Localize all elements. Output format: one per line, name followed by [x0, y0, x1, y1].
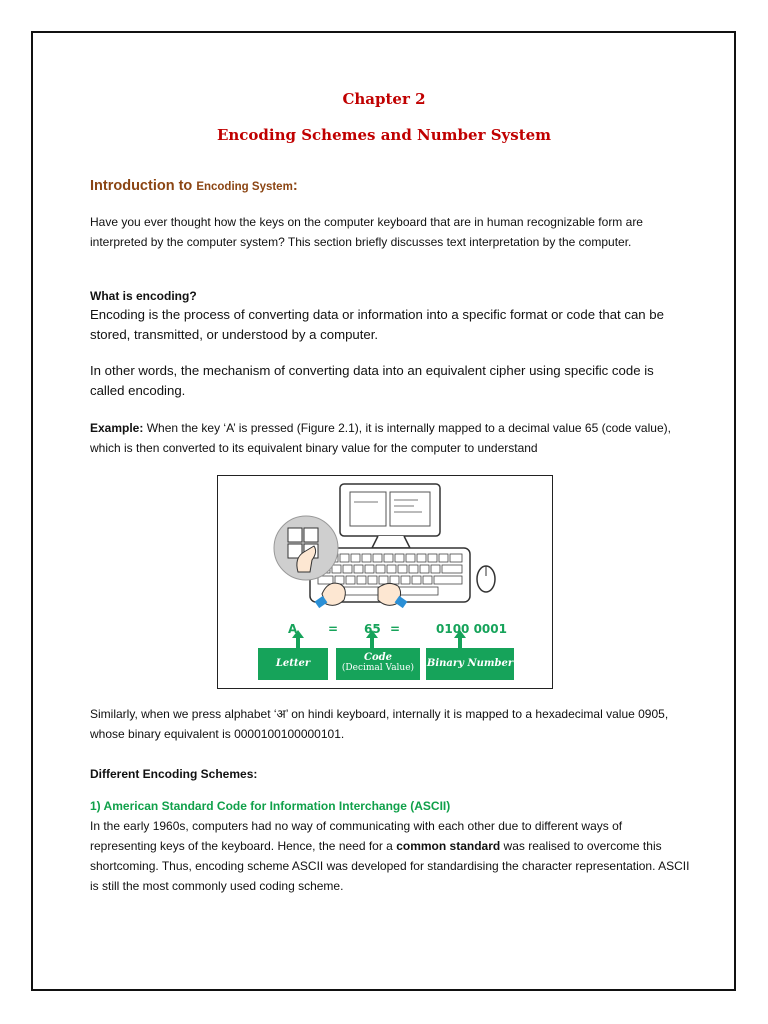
code-label-title: Code	[364, 652, 392, 663]
ascii-heading: 1) American Standard Code for Information Interchange (ASCII)	[90, 799, 451, 813]
what-is-heading: What is encoding?	[90, 289, 197, 303]
intro-heading-colon: :	[292, 178, 298, 194]
ascii-paragraph	[90, 816, 690, 896]
intro-paragraph: Have you ever thought how the keys on the computer keyboard that are in human recognizable form are interpreted by the computer system? This section briefly discusses text interpretation by the computer.	[90, 215, 643, 249]
ascii-text-part1: In the early 1960s, computers had no way of communicating with each other due to different ways of representing keys of the keyboard. Hence, the need for a	[90, 819, 623, 853]
schemes-heading: Different Encoding Schemes:	[90, 767, 258, 781]
binary-value: 0100 0001	[436, 622, 507, 636]
letter-value: A	[288, 622, 298, 636]
ascii-text-bold: common standard	[396, 839, 501, 853]
chapter-title: Encoding Schemes and Number System	[216, 126, 552, 144]
keyboard-encoding-figure	[217, 475, 553, 689]
example-label: Example:	[90, 421, 144, 435]
other-words-paragraph: In other words, the mechanism of converting data into an equivalent cipher using specific code is called encoding.	[90, 363, 654, 398]
code-label-subtitle: (Decimal Value)	[341, 663, 415, 673]
example-text: When the key ‘A’ is pressed (Figure 2.1), it is internally mapped to a decimal value 65 (code value), which is then converted to its equivalent binary value for the computer to understand	[90, 421, 671, 455]
example-paragraph	[90, 418, 690, 458]
equals-sign-2: =	[390, 622, 401, 636]
intro-heading-small: Encoding System	[196, 181, 293, 193]
intro-heading	[90, 178, 298, 194]
ascii-text-part2: was realised to overcome this shortcoming. Thus, encoding scheme ASCII was developed for standardising the character representation. ASCII is still the most commonly used coding scheme.	[90, 839, 690, 893]
chapter-number: Chapter 2	[342, 90, 426, 108]
similarly-paragraph: Similarly, when we press alphabet ‘अ’ on hindi keyboard, internally it is mapped to a hexadecimal value 0905, whose binary equivalent is 0000100100000101.	[90, 707, 669, 741]
definition-paragraph: Encoding is the process of converting data or information into a specific format or code that can be stored, transmitted, or understood by a computer.	[90, 307, 664, 342]
code-label	[336, 648, 420, 680]
code-value: 65	[364, 622, 381, 636]
equals-sign-1: =	[328, 622, 339, 636]
binary-label: Binary Number	[426, 648, 514, 680]
intro-heading-main: Introduction to	[90, 178, 197, 194]
letter-label: Letter	[258, 648, 328, 680]
